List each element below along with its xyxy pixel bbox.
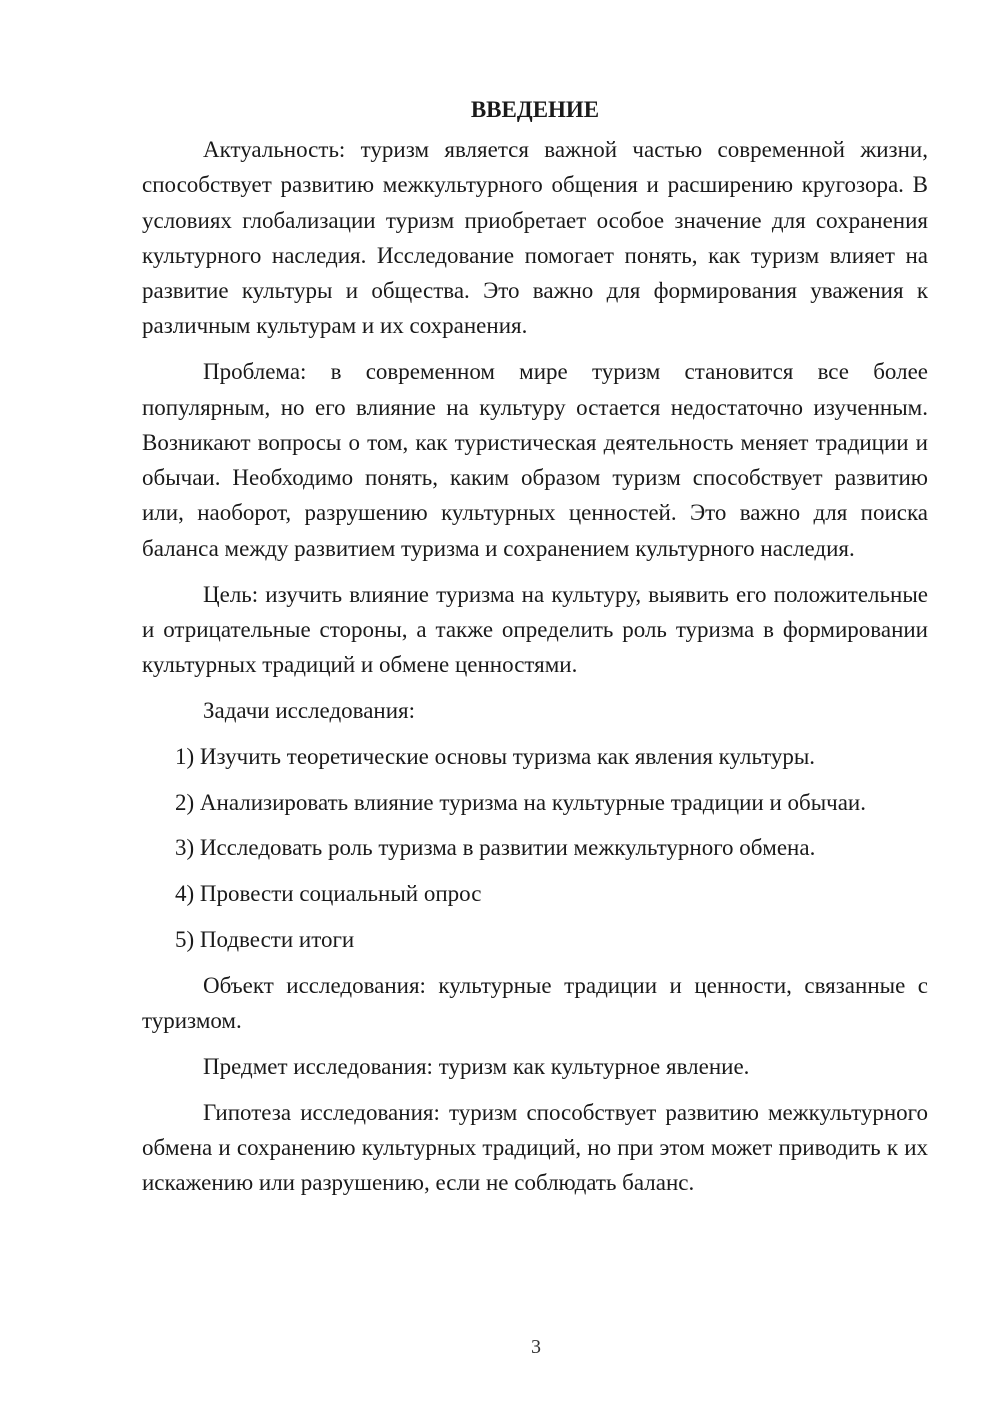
tasks-heading: Задачи исследования:: [203, 697, 416, 723]
object-paragraph: Объект исследования: культурные традиции и ценности, связанные с туризмом.: [142, 972, 928, 1034]
page-number: 3: [531, 1336, 541, 1358]
section-title: ВВЕДЕНИЕ: [470, 97, 600, 122]
problem-paragraph: Проблема: в современном мире туризм становится все более популярным, но его влияние на культуру остается недостаточно изученным. Возникают вопросы о том, как туристическая деятельность меняет традиции и обычаи. Необходимо понять, каким образом туризм способствует развитию или, наоборот, разрушению культурных ценностей. Это важно для поиска баланса между развитием туризма и сохранением культурного наследия.: [142, 359, 928, 561]
task-item: 4) Провести социальный опрос: [175, 881, 482, 907]
task-item: 2) Анализировать влияние туризма на культурные традиции и обычаи.: [175, 789, 866, 815]
subject-paragraph: Предмет исследования: туризм как культурное явление.: [203, 1053, 750, 1079]
relevance-paragraph: Актуальность: туризм является важной частью современной жизни, способствует развитию межкультурного общения и расширению кругозора. В условиях глобализации туризм приобретает особое значение для сохранения культурного наследия. Исследование помогает понять, как туризм влияет на развитие культуры и общества. Это важно для формирования уважения к различным культурам и их сохранения.: [142, 137, 928, 339]
goal-paragraph: Цель: изучить влияние туризма на культуру, выявить его положительные и отрицательные стороны, а также определить роль туризма в формировании культурных традиций и обмене ценностями.: [142, 581, 928, 678]
task-item: 5) Подвести итоги: [175, 926, 355, 952]
document-page: [142, 92, 928, 1211]
hypothesis-paragraph: Гипотеза исследования: туризм способствует развитию межкультурного обмена и сохранению культурных традиций, но при этом может приводить к их искажению или разрушению, если не соблюдать баланс.: [142, 1099, 928, 1196]
task-item: 3) Исследовать роль туризма в развитии межкультурного обмена.: [175, 835, 816, 861]
task-item: 1) Изучить теоретические основы туризма как явления культуры.: [175, 743, 816, 769]
